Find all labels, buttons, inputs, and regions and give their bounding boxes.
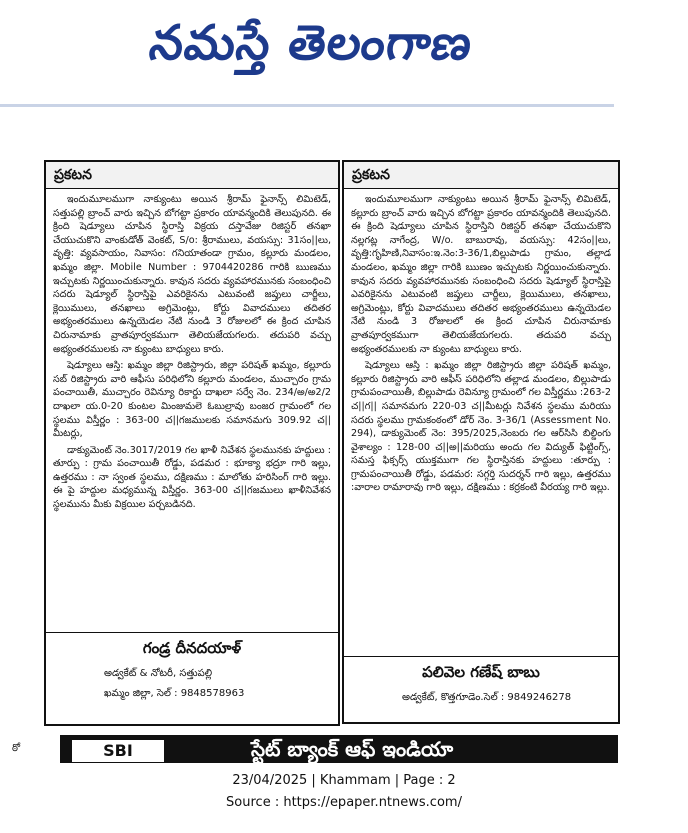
- notice-body: [344, 189, 618, 495]
- edition-info: 23/04/2025 | Khammam | Page : 2: [232, 773, 456, 788]
- notice-paragraph-intro: ఇందుమూలముగా నాక్యుంటు అయిన శ్రీరామ్ ఫైనాన్స్ లిమిటెడ్, సత్తుపల్లి బ్రాంచ్ వారు ఇచ్చిన బోగట్టా ప్రకారం యావన్మందికి తెలుపునది. ఈ క్రింది షెడ్యూలు చూపిన స్థిరాస్తి విక్రయ దస్తావేజు రిజిస్టర్ తనఖా చేయుచుకొని వాంకుడోత్ వెంకట్, S/o: శ్రీరాములు, వయస్సు: 31సం||లు, వృత్తి: వ్యవసాయం, నివాసం: గనియాతండా గ్రామం, కల్లూరు మండలం, ఖమ్మం జిల్లా. Mobile Number : 9704420286 గారికి ఋణము ఇచ్చుటకు నిర్ణయించుకున్నారు. కావున సదరు వ్యవహారమునకు సంబంధించి సదరు షెడ్యూల్ స్థిరాస్తిపై ఎవరికైనను ఎటువంటి జప్తులు చార్జీలు, క్లెయిములు, తనఖాలు అగ్రిమెంట్లు, కోర్టు వివాదములు తదితర అభ్యంతరములు ఉన్నయెడల నేటి నుండి 3 రోజులలో ఈ క్రింద చూపిన చిరునామాకు వ్రాతపూర్వకముగా తెలియజేయగలరు. తదుపరి వచ్చు అభ్యంతరములకు నా క్యుంటు బాధ్యులు కారు.: [53, 194, 331, 355]
- masthead-divider: [0, 104, 614, 107]
- notice-paragraph-schedule: షెడ్యూలు ఆస్తి : ఖమ్మం జిల్లా రిజిస్ట్రారు జిల్లా పరిషత్ ఖమ్మం, కల్లూరు రిజిస్ట్రారు వారి ఆఫీస్ పరిధిలోని తల్లాడ మండలం, బిల్లుపాడు గ్రామపంచాయితీ, బిల్లుపాడు రెవిన్యూ గ్రామంలో గల విస్తీర్ణము :263-2 చ||గ|| సమానమగు 220-03 చ||మీటర్లు నివేశన స్థలము మరియు సదరు స్థలము గ్రామకంఠంలో డోర్ నెం. 3-36/1 (Assessment No. 294), డాక్యుమెంట్ నెం: 395/2025,నెంబరు గల ఆర్‌సిసి బిల్డింగు వైశాల్యం : 128-00 చ||అ||మరియు అందు గల విద్యుత్ ఫిట్టింగ్స్, సమస్త ఫిక్సర్స్ యుక్తముగా గల స్థిరాస్తినకు హద్దులు :తూర్పు : గ్రామపంచాయితీ రోడ్డు, పడమర: సగ్గర్తి సుదర్శన్ గారి ఇల్లు, ఉత్తరము :వారాల రామారావు గారి ఇల్లు, దక్షిణము : కర్రకంటి వీరయ్య గారి ఇల్లు.: [351, 360, 611, 494]
- advocate-contact: ఖమ్మం జిల్లా, సెల్ : 9848578963: [104, 688, 245, 699]
- advocate-name: గండ్ర దీనదయాళ్: [142, 639, 242, 657]
- public-notice-right: [342, 160, 620, 724]
- advocate-signature: [344, 656, 618, 705]
- newspaper-masthead: నమస్తే తెలంగాణ: [146, 15, 477, 71]
- source-link[interactable]: Source : https://epaper.ntnews.com/: [226, 795, 462, 810]
- sbi-advertisement-banner: [60, 735, 618, 763]
- notice-heading: ప్రకటన: [46, 162, 338, 189]
- advocate-designation: అడ్వకేట్ & నోటరీ, సత్తుపల్లి: [104, 668, 213, 679]
- notice-paragraph-intro: ఇందుమూలముగా నాక్యుంటు అయిన శ్రీరామ్ ఫైనాన్స్ లిమిటెడ్, కల్లూరు బ్రాంచ్ వారు ఇచ్చిన బోగట్టా ప్రకారం యావన్మందికి తెలుపునది. ఈ క్రింది షెడ్యూలు చూపిన స్థిరాస్తిని రిజిస్టర్ తనఖా చేయుచుకొని నల్లగట్ల నాగేంద్ర, W/o. బాబురావు, వయస్సు: 42సం||లు, వృత్తి:గృహిణి,నివాసం:ఇ.నెం:3-36/1,బిల్లుపాడు గ్రామం, తల్లాడ మండలం, ఖమ్మం జిల్లా గారికి ఋణం ఇచ్చుటకు నిర్ణయించుకున్నారు. కావున సదరు వ్యవహారమునకు సంబంధించి సదరు షెడ్యూల్ స్థిరాస్తిపై ఎవరికైనను ఎటువంటి జప్తులు చార్జీలు, క్లెయిములు, తనఖాలు, అగ్రిమెంట్లు, కోర్టు వివాదములు తదితర అభ్యంతరములు ఉన్నయెడల నేటి నుండి 3 రోజులలో ఈ క్రింద చూపిన చిరునామాకు వ్రాతపూర్వకముగా తెలియజేయగలరు. తదుపరి వచ్చు అభ్యంతరములకు నా క్యుంటు బాధ్యులు కారు.: [351, 194, 611, 355]
- notice-paragraph-boundaries: డాక్యుమెంట్ నెం.3017/2019 గల ఖాళీ నివేశన స్థలమునకు హద్దులు : తూర్పు : గ్రామ పంచాయితీ రోడ్డు, పడమర : భూక్యా భద్రూ గారి ఇల్లు, ఉత్తరము : నా స్వంత స్థలము, దక్షిణము : మాలోతు హరిసింగ్ గారి ఇల్లు. ఈ పై హద్దుల మధ్యమున్న విస్తీర్ణం. 363-00 చ||గజములు ఖాళీనివేశన స్థలమును మీకు విక్రయిల పర్చబడినది.: [53, 444, 331, 511]
- notice-heading: ప్రకటన: [344, 162, 618, 189]
- advocate-contact: అడ్వకేట్, కొత్తగూడెం.సెల్ : 9849246278: [402, 692, 572, 703]
- banner-text: స్టేట్ బ్యాంక్ ఆఫ్ ఇండియా: [250, 737, 454, 761]
- notice-body: [46, 189, 338, 512]
- advocate-signature: [46, 632, 338, 701]
- sbi-logo: SBI: [72, 740, 164, 762]
- notice-paragraph-schedule: షెడ్యూలు ఆస్తి: ఖమ్మం జిల్లా రిజిస్ట్రారు, జిల్లా పరిషత్ ఖమ్మం, కల్లూరు సబ్ రిజిస్ట్రారు వారి ఆఫీసు పరిధిలోని కల్లూరు మండలం, ముచ్చారం గ్రామ పంచాయితీ, ముచ్చారం రెవిన్యూ రికార్డు దాఖలా సర్వే నెం. 234/అ/అ2/2 దాఖలా య.0-20 కుంటల మింజుమలె ఓబుల్రావు బంజర గ్రామంలో గల స్థలము విస్తీర్ణం : 363-00 చ||గజములకు సమానమగు 309.92 చ||మీటర్లు,: [53, 360, 331, 440]
- public-notice-left: [44, 160, 340, 726]
- clipped-text-fragment: ఠో: [12, 743, 21, 754]
- advocate-name: పలివెల గణేష్ బాబు: [422, 663, 540, 681]
